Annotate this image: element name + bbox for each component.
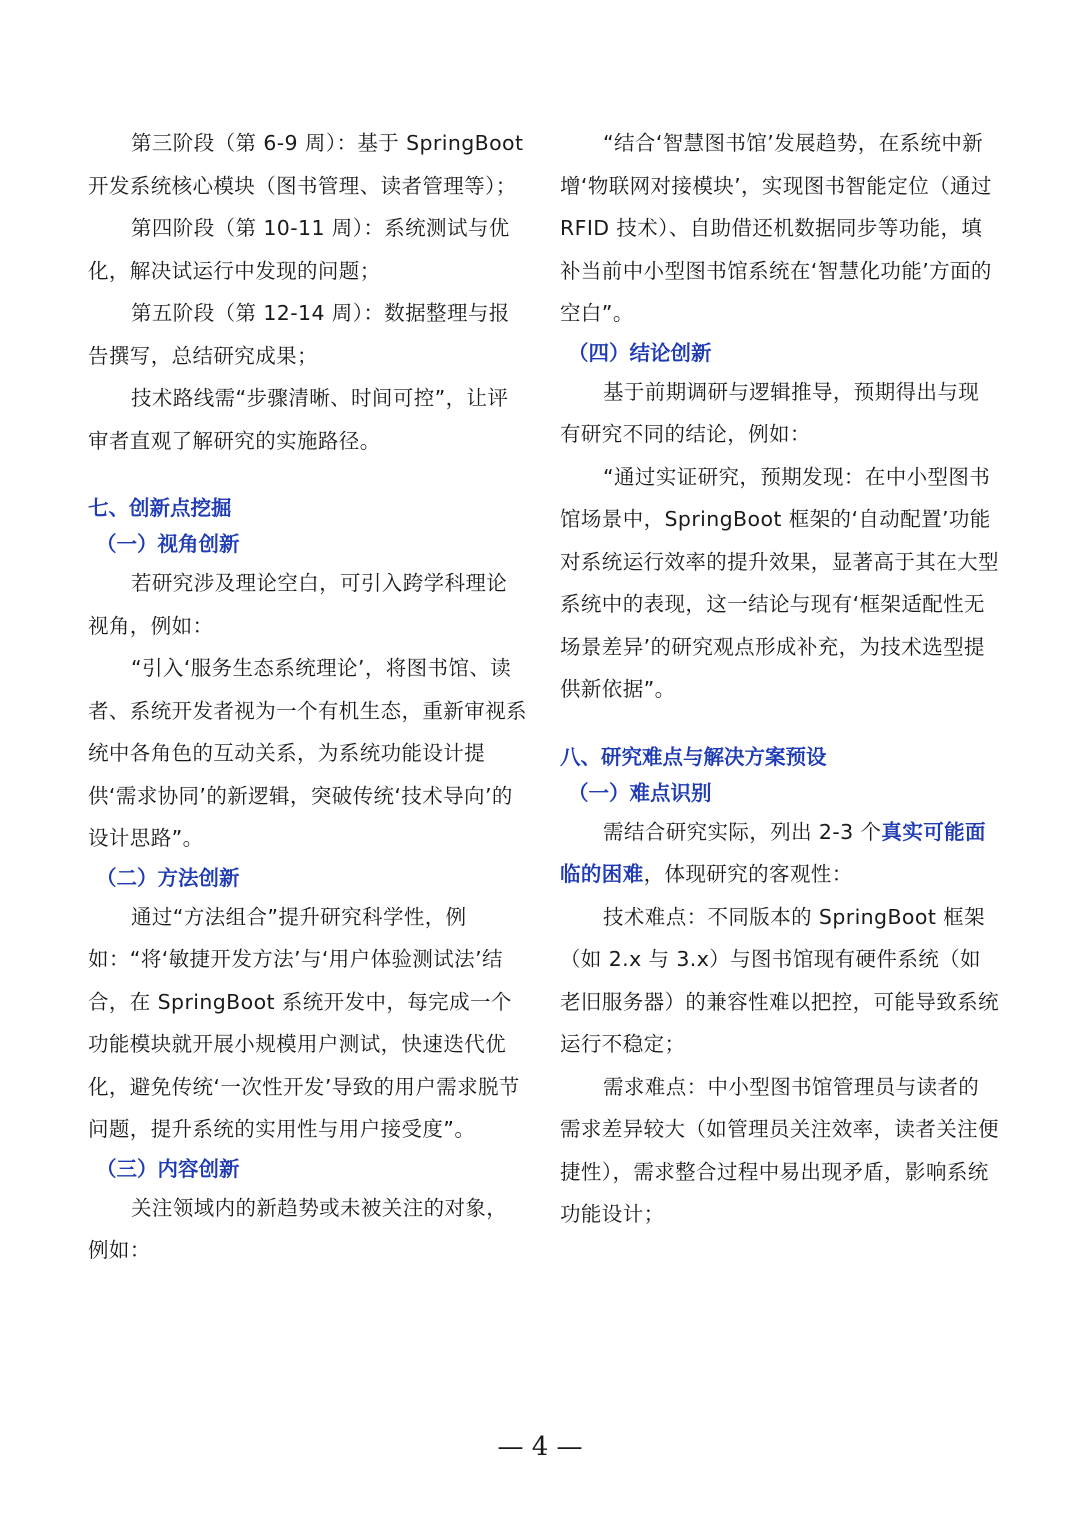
- heading-content-innovation: （三）内容创新: [96, 1156, 240, 1181]
- page-number: — 4 —: [497, 1432, 583, 1462]
- heading-difficulties: 八、研究难点与解决方案预设: [560, 744, 827, 769]
- paragraph-tech-route: 技术路线需“步骤清晰、时间可控”，让评审者直观了解研究的实施路径。: [88, 386, 509, 453]
- paragraph-conclusion-intro: 基于前期调研与逻辑推导，预期得出与现有研究不同的结论，例如：: [560, 379, 980, 446]
- paragraph-content-example: “结合‘智慧图书馆’发展趋势，在系统中新增‘物联网对接模块’，实现图书智能定位（通过 RFID 技术）、自助借还机数据同步等功能，填补当前中小型图书馆系统在‘智慧化功能’方面的空白”。: [560, 131, 992, 325]
- paragraph-conclusion-example: “通过实证研究，预期发现：在中小型图书馆场景中，SpringBoot 框架的‘自动配置’功能对系统运行效率的提升效果，显著高于其在大型系统中的表现，这一结论与现有‘框架适配性无场景差异’的研究观点形成补充，为技术选型提供新依据”。: [560, 464, 999, 701]
- paragraph-content-intro: 关注领域内的新趋势或未被关注的对象，例如：: [88, 1195, 508, 1262]
- highlight-real-difficulties: 真实可能面临的困难: [560, 819, 986, 886]
- paragraph-requirement-difficulty: 需求难点：中小型图书馆管理员与读者的需求差异较大（如管理员关注效率，读者关注便捷性），需求整合过程中易出现矛盾，影响系统功能设计；: [560, 1074, 999, 1226]
- paragraph-perspective-intro: 若研究涉及理论空白，可引入跨学科理论视角，例如：: [88, 571, 508, 638]
- paragraph-difficulty-intro: [560, 811, 1000, 896]
- paragraph-phase3: 第三阶段（第 6-9 周）：基于 SpringBoot 开发系统核心模块（图书管理、读者管理等）；: [88, 131, 524, 198]
- heading-conclusion-innovation: （四）结论创新: [568, 340, 712, 365]
- paragraph-method-example: 通过“方法组合”提升研究科学性，例如：“将‘敏捷开发方法’与‘用户体验测试法’结合，在 SpringBoot 系统开发中，每完成一个功能模块就开展小规模用户测试，快速迭代优化，避免传统‘一次性开发’导致的用户需求脱节问题，提升系统的实用性与用户接受度”。: [88, 904, 520, 1141]
- right-column: [560, 122, 1000, 1236]
- paragraph-phase4: 第四阶段（第 10-11 周）：系统测试与优化，解决试运行中发现的问题；: [88, 216, 510, 283]
- heading-perspective-innovation: （一）视角创新: [96, 532, 240, 556]
- section-gap: [560, 711, 1000, 739]
- heading-method-innovation: （二）方法创新: [96, 865, 240, 890]
- difficulty-intro-text: 需结合研究实际，列出 2-3 个: [603, 819, 882, 844]
- heading-innovation: 七、创新点挖掘: [88, 496, 232, 520]
- section-gap: [88, 462, 528, 490]
- left-column: [88, 122, 528, 1272]
- paragraph-perspective-example: “引入‘服务生态系统理论’，将图书馆、读者、系统开发者视为一个有机生态，重新审视系统中各角色的互动关系，为系统功能设计提供‘需求协同’的新逻辑，突破传统‘技术导向’的设计思路”。: [88, 656, 527, 850]
- paragraph-phase5: 第五阶段（第 12-14 周）：数据整理与报告撰写，总结研究成果；: [88, 301, 510, 368]
- difficulty-intro-suffix: ，体现研究的客观性：: [643, 862, 853, 886]
- paragraph-technical-difficulty: 技术难点：不同版本的 SpringBoot 框架（如 2.x 与 3.x）与图书馆现有硬件系统（如老旧服务器）的兼容性难以把控，可能导致系统运行不稳定；: [560, 904, 999, 1056]
- heading-difficulty-identification: （一）难点识别: [568, 780, 712, 805]
